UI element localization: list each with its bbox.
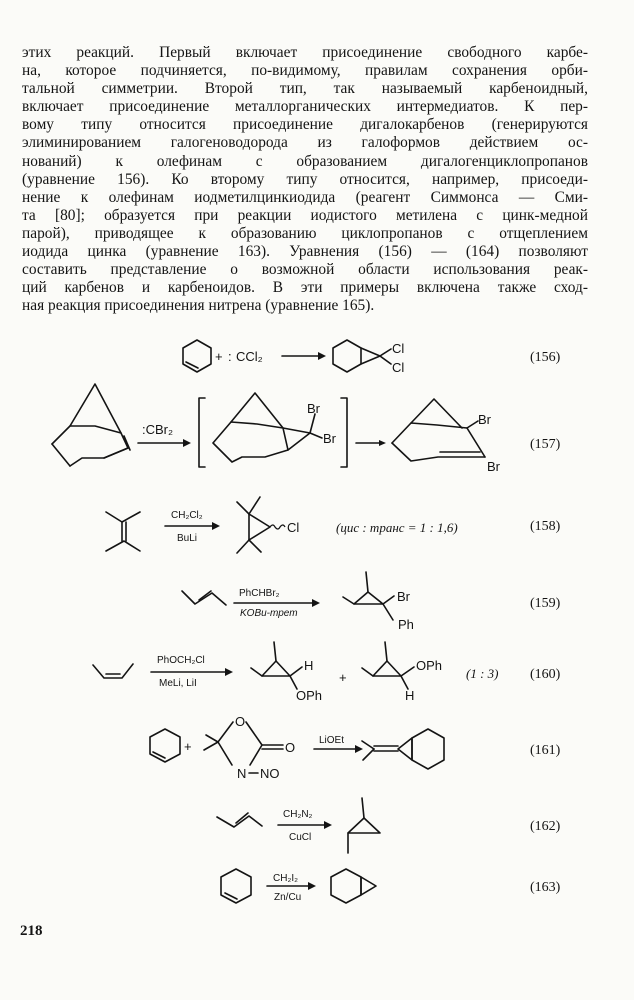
methyl-bond xyxy=(343,597,354,604)
arrow-head xyxy=(379,440,386,446)
reagent-top: PhOCH₂Cl xyxy=(157,655,205,666)
cyclopropane-ring xyxy=(249,514,270,540)
isomer-ratio-158: (цис : транс = 1 : 1,6) xyxy=(336,520,458,535)
equation-number: (160) xyxy=(530,667,561,682)
text-line: нение к олефинам иодметилцинкиодида (реагент Симмонса — Сми- xyxy=(22,188,588,206)
reagent-bottom: MeLi, LiI xyxy=(159,678,197,689)
reagent-top: CH₂Cl₂ xyxy=(171,510,203,521)
bond xyxy=(104,448,128,458)
plus-sign: + xyxy=(184,739,192,754)
arrow-head xyxy=(212,522,220,530)
equation-number: (162) xyxy=(530,819,561,834)
methyl-bond xyxy=(274,642,276,661)
scheme-163 xyxy=(221,869,376,903)
cyclopropane-ring xyxy=(361,877,376,895)
scheme-158 xyxy=(106,497,299,553)
equation-number: (158) xyxy=(530,519,561,534)
arrow-head xyxy=(225,668,233,676)
methyl-bond xyxy=(251,668,262,676)
text-line: элиминированием галогеноводорода из галоформов действием ос- xyxy=(22,134,588,152)
bicycloheptane-ring xyxy=(333,340,361,372)
bromine-atom: Br xyxy=(397,589,410,604)
arrow-head xyxy=(318,352,326,360)
scheme-156 xyxy=(183,340,404,375)
reagent-top: CH₂N₂ xyxy=(283,809,313,820)
ring-nitrogen: N xyxy=(237,766,247,781)
cyclopropane-bond xyxy=(361,356,380,364)
phenoxy-group: OPh xyxy=(416,658,443,673)
text-line: этих реакций. Первый включает присоединение свободного карбе- xyxy=(22,44,588,61)
methyl-bond xyxy=(206,735,218,742)
scheme-162 xyxy=(217,798,380,853)
text-line: включает присоединение металлорганических интермедиатов. К пер- xyxy=(22,98,588,116)
methyl-bond xyxy=(362,741,374,749)
left-bracket xyxy=(199,398,205,467)
phenoxy-group: OPh xyxy=(296,688,323,703)
intermediate-skeleton xyxy=(213,422,288,462)
cis-2-butene xyxy=(93,664,133,678)
right-bracket xyxy=(341,398,347,467)
carbonyl-oxygen: O xyxy=(285,740,296,755)
bond xyxy=(383,596,394,604)
reagent-bottom: KOBu-трет xyxy=(240,608,298,619)
bond xyxy=(52,444,70,466)
scheme-157 xyxy=(52,384,501,474)
hydrogen-atom: H xyxy=(304,658,314,673)
bond xyxy=(401,667,414,676)
bond xyxy=(310,414,315,433)
scheme-160 xyxy=(93,642,442,703)
bromine-atom: Br xyxy=(323,431,336,446)
bond xyxy=(290,667,302,676)
alkene-skeleton xyxy=(106,541,140,551)
text-line: ная реакция присоединения нитрена (уравнение 165). xyxy=(22,297,375,315)
ring-bond xyxy=(218,722,233,765)
cyclopropane-ring xyxy=(398,738,412,760)
cyclopropane-ring xyxy=(354,592,383,604)
reagent-label: :CBr₂ xyxy=(142,422,174,437)
chlorine-atom: Cl xyxy=(392,360,405,375)
reagent-top: CH₂I₂ xyxy=(273,873,298,884)
hydrogen-atom: H xyxy=(405,688,415,703)
equation-number: (161) xyxy=(530,743,561,758)
arrow-head xyxy=(355,745,363,753)
bromine-atom: Br xyxy=(487,459,500,474)
text-line: ций карбенов и карбеноидов. В эти примеры включена также сход- xyxy=(22,279,588,297)
methyl-bond xyxy=(385,642,387,661)
arrow-head xyxy=(312,599,320,607)
text-line: та [80]; образуется при реакции иодистого метилена с цинк-медной xyxy=(22,206,588,224)
chlorine-atom: Cl xyxy=(287,520,300,535)
bond xyxy=(467,421,478,428)
methyl-bond xyxy=(237,540,249,553)
bond xyxy=(380,356,391,364)
text-line: нований) к олефинам с образованием дигалогенциклопропанов xyxy=(22,152,588,170)
cis-2-butene xyxy=(182,591,226,605)
cyclopropane-bond xyxy=(361,348,380,356)
bond xyxy=(380,349,391,356)
norbornene-skeleton xyxy=(52,426,128,466)
equation-number: (157) xyxy=(530,437,561,452)
phenyl-group: Ph xyxy=(398,617,414,632)
reagent-bottom: BuLi xyxy=(177,533,198,544)
text-line: вому типу относится присоединение дигалокарбенов (генерируются xyxy=(22,116,588,134)
bond xyxy=(310,433,322,438)
methyl-bond xyxy=(362,668,373,676)
reagent-bottom: Zn/Cu xyxy=(274,892,302,903)
ring-oxygen: O xyxy=(235,714,246,729)
scheme-161 xyxy=(150,714,444,781)
cyclopropane-bond xyxy=(283,428,310,433)
text-line: составить представление о возможной области использования реак- xyxy=(22,261,588,279)
text-line: (уравнение 156). Ко второму типу относится, например, присоеди- xyxy=(22,170,588,188)
methyl-bond xyxy=(366,572,368,592)
lone-pair-colon: : xyxy=(228,349,232,364)
bromine-atom: Br xyxy=(478,412,491,427)
text-line: парой), приводящее к образованию циклопропанов с отщеплением xyxy=(22,224,588,242)
product-skeleton xyxy=(392,423,467,443)
arrow-head xyxy=(308,882,316,890)
bromine-atom: Br xyxy=(307,401,320,416)
text-line: на, которое подчиняется, по-видимому, правилам сохранения орби- xyxy=(22,62,588,80)
methyl-bond xyxy=(237,502,249,514)
methyl-bond xyxy=(249,540,261,552)
cyclopropane-ring xyxy=(262,661,290,676)
methyl-bond xyxy=(362,798,364,818)
reagent-bottom: CuCl xyxy=(289,832,312,843)
reagent-top: LiOEt xyxy=(319,735,345,746)
scheme-159 xyxy=(182,572,414,632)
reagent-top: PhCHBr₂ xyxy=(239,588,280,599)
methyl-bond xyxy=(249,497,260,514)
plus-sign: + xyxy=(339,670,347,685)
cyclohexene-ring xyxy=(150,729,180,762)
dichlorocarbene-label: CCl₂ xyxy=(236,349,263,364)
page-number: 218 xyxy=(20,923,43,939)
equation-number: (159) xyxy=(530,596,561,611)
equation-number: (156) xyxy=(530,350,561,365)
alkene-skeleton xyxy=(106,512,140,522)
plus-sign: + xyxy=(215,349,223,364)
trans-2-butene xyxy=(217,816,262,827)
methyl-bond xyxy=(204,742,218,750)
cyclohexane-ring xyxy=(412,729,444,769)
isomer-ratio-160: (1 : 3) xyxy=(466,666,499,681)
cyclopropane-ring xyxy=(373,661,401,676)
cyclohexane-ring xyxy=(331,869,361,903)
cyclopropane-ring xyxy=(348,818,380,833)
bond xyxy=(383,604,393,620)
methyl-bond xyxy=(363,749,374,760)
equation-number: (163) xyxy=(530,880,561,895)
arrow-head xyxy=(324,821,332,829)
text-line: иодида цинка (уравнение 163). Уравнения (156) — (164) позволяют xyxy=(22,243,588,261)
chlorine-atom: Cl xyxy=(392,341,405,356)
nitroso-group: NO xyxy=(260,766,280,781)
wavy-bond xyxy=(270,525,285,529)
text-line: тальной симметрии. Второй тип, так называемый карбеноидный, xyxy=(22,80,588,98)
cyclopropane-bond xyxy=(288,433,310,450)
arrow-head xyxy=(183,439,191,447)
ring-bond xyxy=(246,722,262,765)
